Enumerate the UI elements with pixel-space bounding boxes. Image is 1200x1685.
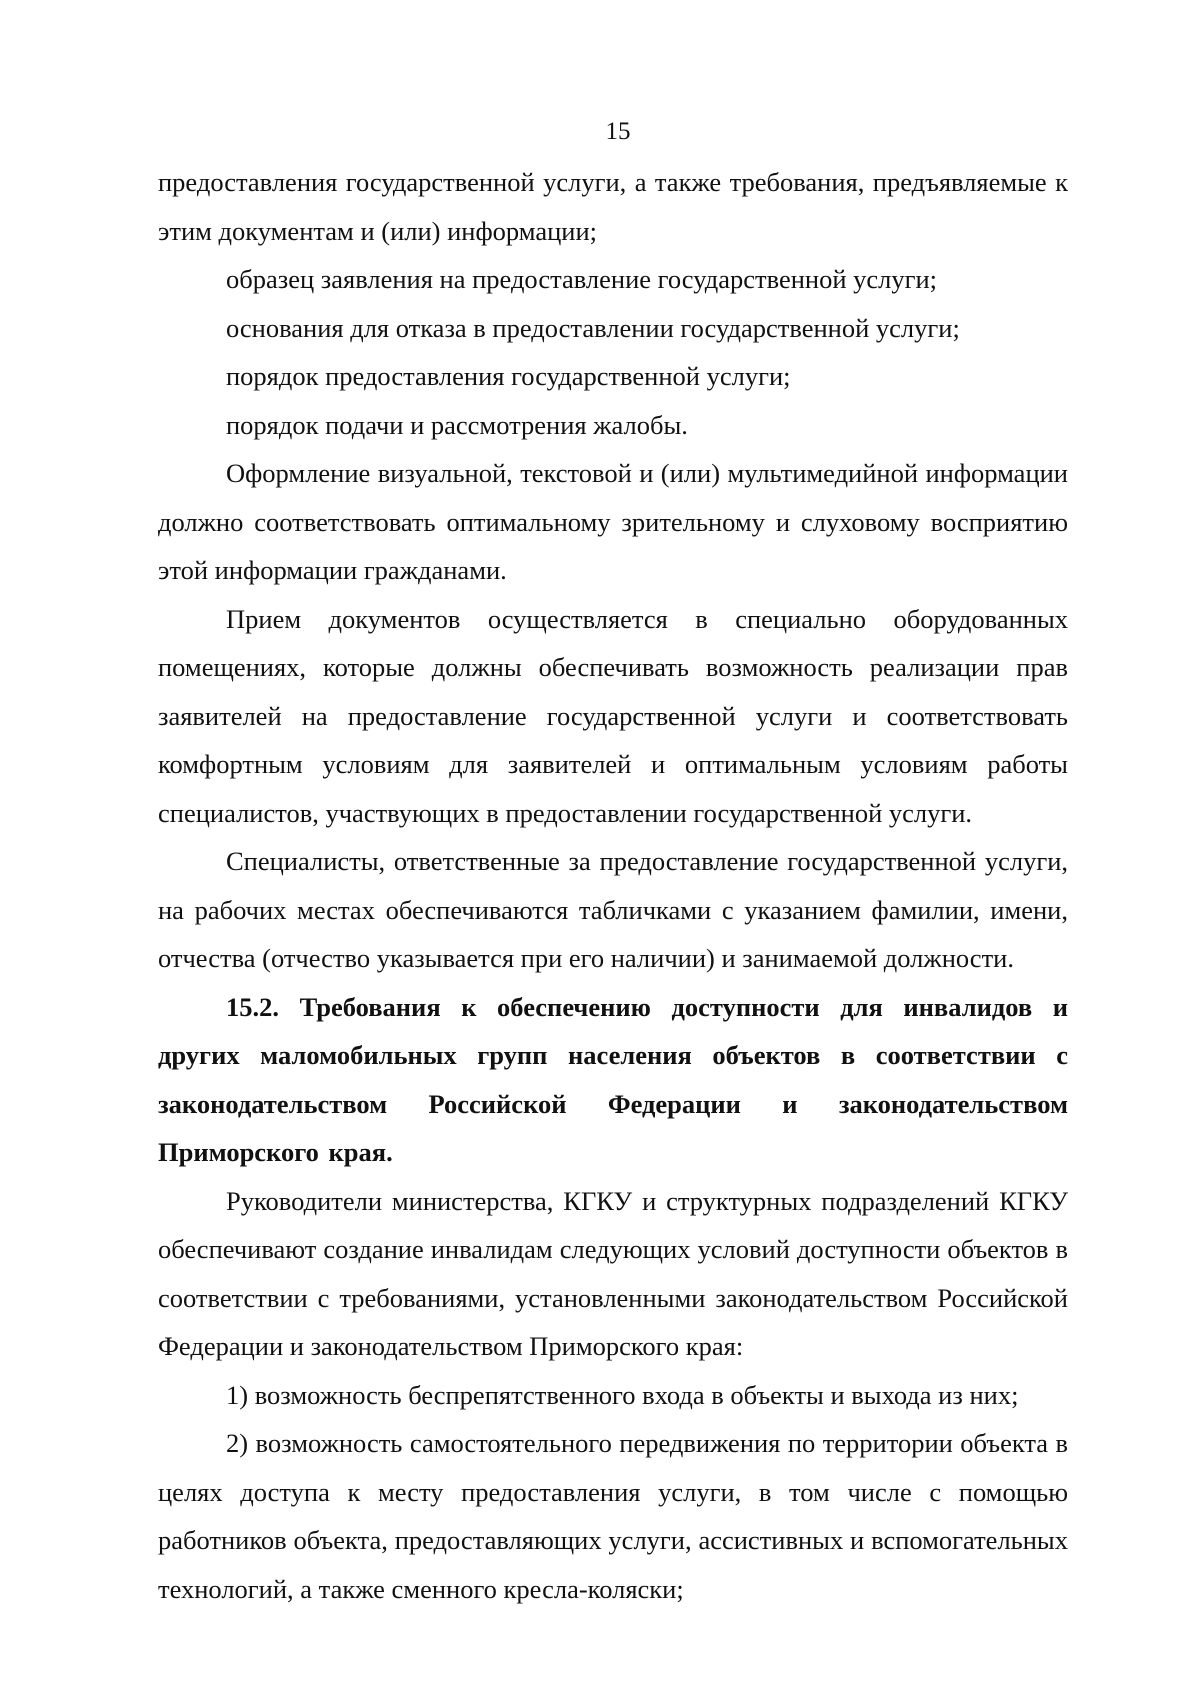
section-heading-15-2: 15.2. Требования к обеспечению доступности для инвалидов и других маломобильных групп населения объектов в соответствии с законодательством Российской Федерации и законодательством Приморского края. — [158, 991, 1068, 1167]
list-item-refusal-grounds: основания для отказа в предоставлении государственной услуги; — [226, 312, 960, 343]
list-item-sample-application: образец заявления на предоставление государственной услуги; — [226, 264, 938, 294]
list-item-complaint-procedure: порядок подачи и рассмотрения жалобы. — [226, 409, 688, 440]
list-item-entrance-exit: 1) возможность беспрепятственного входа в объекты и выхода из них; — [226, 1379, 1019, 1410]
list-item-independent-movement: 2) возможность самостоятельного передвижения по территории объекта в целях доступа к месту предоставления услуги, в том числе с помощью работников объекта, предоставляющих услуги, ассистивных и вспомогательных технологий, а также сменного кресла-коляски; — [158, 1428, 1068, 1604]
document-body — [158, 158, 1068, 1613]
paragraph-document-reception: Прием документов осуществляется в специально оборудованных помещениях, которые должны обеспечивать возможность реализации прав заявителей на предоставление государственной услуги и соответствовать комфортным условиям для заявителей и оптимальным условиям работы специалистов, участвующих в предоставлении государственной услуги. — [158, 603, 1068, 828]
page-number: 15 — [605, 118, 631, 145]
paragraph-information-design: Оформление визуальной, текстовой и (или) мультимедийной информации должно соответствовать оптимальному зрительному и слуховому восприятию этой информации гражданами. — [158, 458, 1068, 585]
paragraph-continuation: предоставления государственной услуги, а также требования, предъявляемые к этим документам и (или) информации; — [158, 167, 1068, 246]
paragraph-specialists-signs: Специалисты, ответственные за предоставление государственной услуги, на рабочих местах обеспечиваются табличками с указанием фамилии, имени, отчества (отчество указывается при его наличии) и занимаемой должности. — [158, 846, 1068, 973]
paragraph-accessibility-conditions: Руководители министерства, КГКУ и структурных подразделений КГКУ обеспечивают создание инвалидам следующих условий доступности объектов в соответствии с требованиями, установленными законодательством Российской Федерации и законодательством Приморского края: — [158, 1185, 1068, 1361]
list-item-service-procedure: порядок предоставления государственной услуги; — [226, 361, 791, 391]
